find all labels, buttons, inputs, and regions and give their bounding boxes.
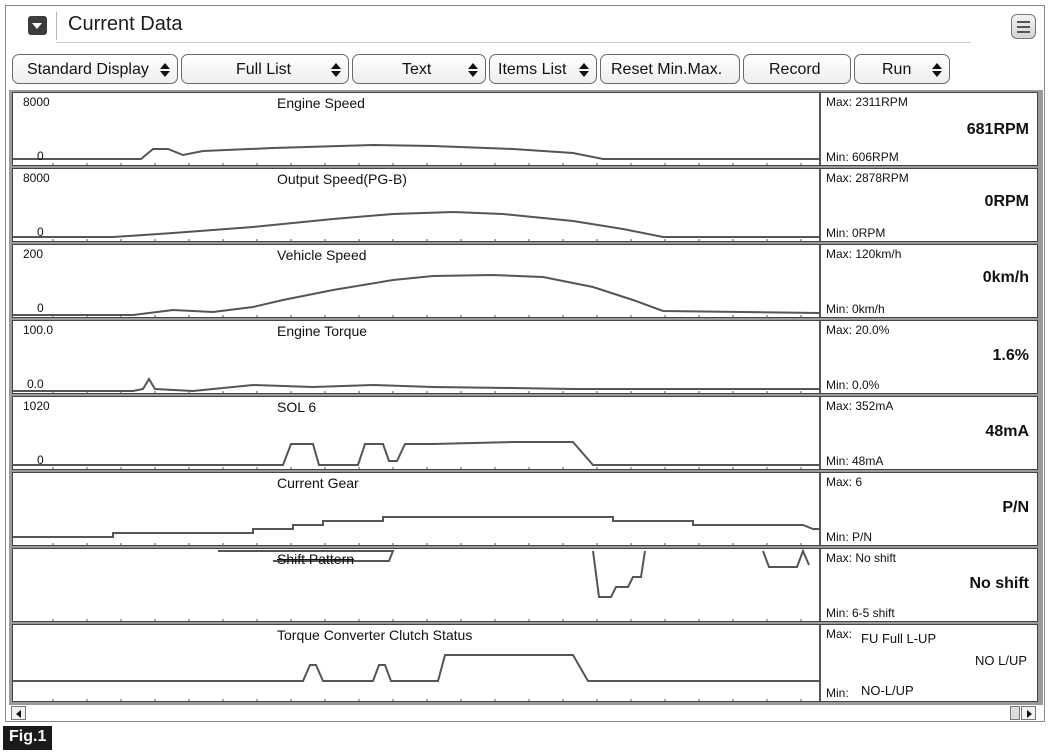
current-value: No shift <box>969 575 1029 592</box>
panel-title: SOL 6 <box>277 399 317 415</box>
y-max-label: 8000 <box>23 171 50 185</box>
panel-sidebar <box>819 245 1038 317</box>
current-value: 0RPM <box>984 193 1029 210</box>
graph-panel-current-gear <box>12 472 1038 546</box>
panel-title: Torque Converter Clutch Status <box>277 627 473 643</box>
min-value: Min: 606RPM <box>826 150 899 164</box>
graph-area <box>9 90 1043 704</box>
y-max-label: 1020 <box>23 399 50 413</box>
current-value: NO L/UP <box>974 653 1027 668</box>
scroll-left-icon[interactable] <box>11 706 26 720</box>
spinner-icon <box>579 62 589 78</box>
full-list-label: Full List <box>236 61 292 78</box>
y-max-label: 200 <box>23 247 44 261</box>
max-value: Max: 120km/h <box>826 247 902 261</box>
standard-display-select[interactable] <box>12 54 178 84</box>
shift-pattern-trace <box>13 549 819 622</box>
current-value: 48mA <box>985 423 1029 440</box>
plot-area <box>13 321 819 393</box>
panel-sidebar <box>819 321 1038 393</box>
menu-icon[interactable] <box>1011 14 1036 39</box>
min-value: Min: 0RPM <box>826 226 886 240</box>
title-bar <box>6 6 1044 46</box>
panel-title: Current Gear <box>277 475 359 491</box>
min-value: Min: P/N <box>826 530 873 544</box>
current-gear-trace <box>13 473 819 546</box>
text-select[interactable] <box>352 54 486 84</box>
max-value: Max: 6 <box>826 475 863 489</box>
graph-panel-sol-6 <box>12 396 1038 470</box>
reset-min-max-label: Reset Min.Max. <box>611 61 723 78</box>
run-select[interactable] <box>854 54 950 84</box>
panel-sidebar <box>819 93 1038 165</box>
graph-panel-torque-converter-clutch <box>12 624 1038 702</box>
plot-area <box>13 93 819 165</box>
vehicle-speed-trace <box>13 245 819 318</box>
max-value: Max: <box>826 627 853 641</box>
y-max-label: 8000 <box>23 95 50 109</box>
graph-panel-vehicle-speed <box>12 244 1038 318</box>
sol-6-trace <box>13 397 819 470</box>
panel-title: Engine Speed <box>277 95 365 111</box>
min-value: Min: 0.0% <box>826 378 880 392</box>
output-speed-trace <box>13 169 819 242</box>
current-value: 0km/h <box>982 269 1029 286</box>
page-title: Current Data <box>68 13 183 35</box>
graph-panel-shift-pattern <box>12 548 1038 622</box>
spinner-icon <box>932 62 942 78</box>
horizontal-scrollbar[interactable] <box>9 704 1043 720</box>
standard-display-label: Standard Display <box>27 61 149 78</box>
current-value: P/N <box>1002 499 1029 516</box>
y-min-label: 0.0 <box>27 377 44 391</box>
y-min-label: 0 <box>37 149 44 163</box>
panel-sidebar <box>819 473 1038 545</box>
panel-sidebar <box>819 169 1038 241</box>
y-min-label: 0 <box>37 453 44 467</box>
full-list-select[interactable] <box>181 54 349 84</box>
y-max-label: 100.0 <box>23 323 54 337</box>
plot-area <box>13 549 819 621</box>
spinner-icon <box>468 62 478 78</box>
spinner-icon <box>160 62 170 78</box>
collapse-icon[interactable] <box>28 16 47 35</box>
engine-speed-trace <box>13 93 819 166</box>
current-data-window <box>5 5 1045 722</box>
items-list-select[interactable] <box>489 54 597 84</box>
tcc-min-value: NO-L/UP <box>861 683 914 698</box>
max-value: Max: 2878RPM <box>826 171 909 185</box>
panel-title: Engine Torque <box>277 323 368 339</box>
title-divider <box>56 42 971 43</box>
spinner-icon <box>331 62 341 78</box>
max-value: Max: 352mA <box>826 399 894 413</box>
max-value: Max: No shift <box>826 551 897 565</box>
graph-panel-output-speed <box>12 168 1038 242</box>
panel-title: Output Speed(PG-B) <box>277 171 407 187</box>
current-value: 1.6% <box>992 347 1029 364</box>
reset-min-max-button[interactable] <box>600 54 740 84</box>
panel-sidebar <box>819 625 1038 701</box>
plot-area <box>13 625 819 701</box>
engine-torque-trace <box>13 321 819 394</box>
plot-area <box>13 397 819 469</box>
text-label: Text <box>402 61 432 78</box>
scroll-thumb[interactable] <box>1010 706 1020 720</box>
plot-area <box>13 169 819 241</box>
min-value: Min: <box>826 686 849 700</box>
run-label: Run <box>882 61 912 78</box>
panel-sidebar <box>819 397 1038 469</box>
min-value: Min: 0km/h <box>826 302 885 316</box>
record-label: Record <box>769 61 821 78</box>
plot-area <box>13 245 819 317</box>
current-value: 681RPM <box>966 121 1029 138</box>
tcc-max-value: FU Full L-UP <box>861 631 937 646</box>
title-separator <box>56 12 57 40</box>
y-min-label: 0 <box>37 225 44 239</box>
figure-label: Fig.1 <box>3 726 52 750</box>
panel-title: Vehicle Speed <box>277 247 367 263</box>
panel-title: Shift Pattern <box>277 551 355 567</box>
items-list-label: Items List <box>498 61 567 78</box>
min-value: Min: 48mA <box>826 454 884 468</box>
max-value: Max: 20.0% <box>826 323 890 337</box>
toolbar <box>6 52 1044 86</box>
graph-panel-engine-torque <box>12 320 1038 394</box>
plot-area <box>13 473 819 545</box>
max-value: Max: 2311RPM <box>826 95 908 109</box>
scroll-right-icon[interactable] <box>1021 706 1036 720</box>
y-min-label: 0 <box>37 301 44 315</box>
graph-panel-engine-speed <box>12 92 1038 166</box>
min-value: Min: 6-5 shift <box>826 606 895 620</box>
record-button[interactable] <box>743 54 851 84</box>
panel-sidebar <box>819 549 1038 621</box>
